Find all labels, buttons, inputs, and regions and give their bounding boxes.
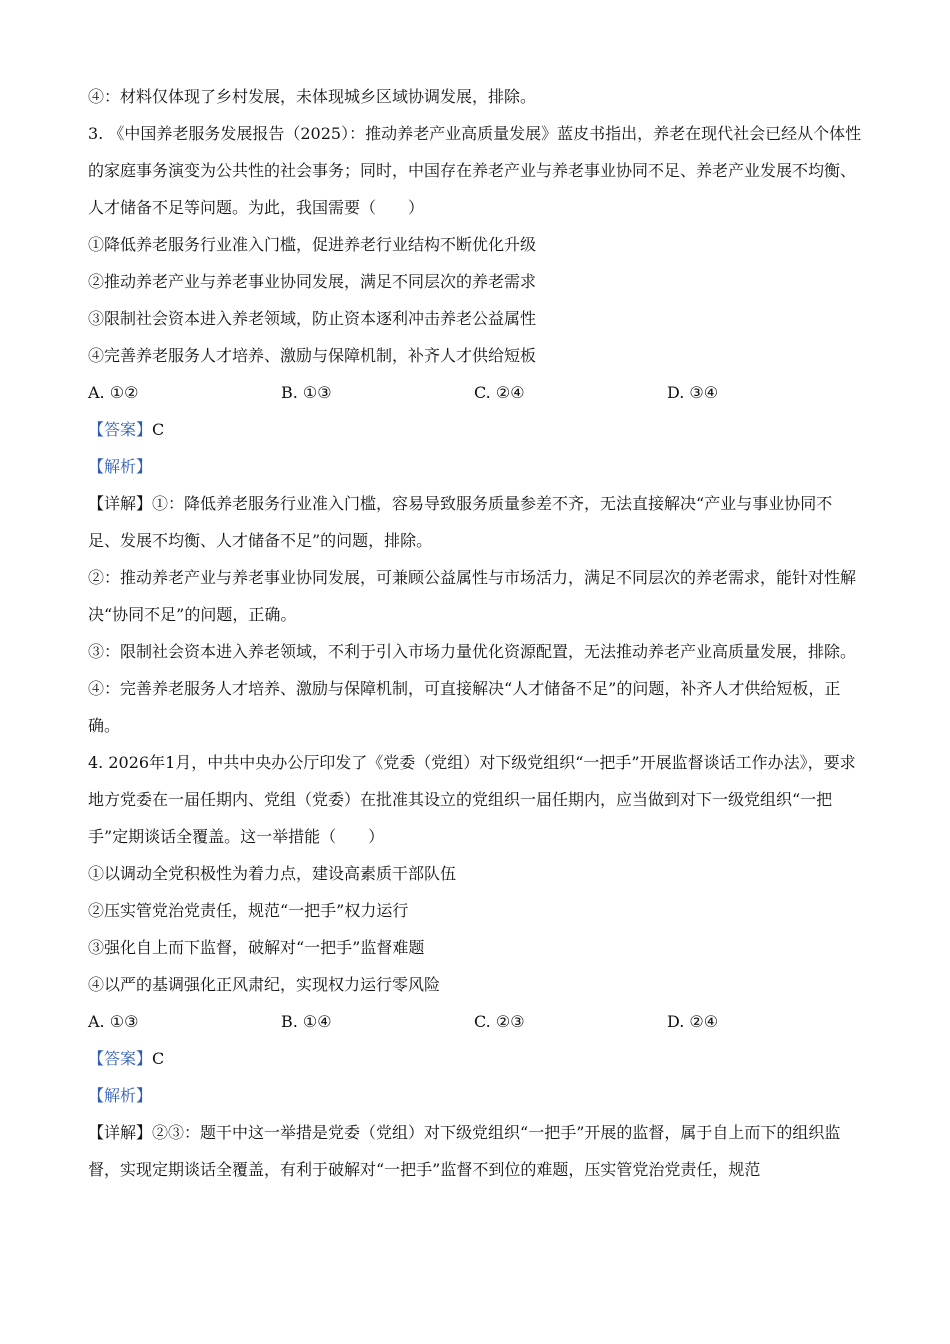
q4-answer-label: 【答案】 [88, 1049, 153, 1068]
q3-item-1: ①降低养老服务行业准入门槛，促进养老行业结构不断优化升级 [88, 235, 537, 254]
q4-answer [88, 1040, 862, 1077]
q3-detail-1: 【详解】①：降低养老服务行业准入门槛，容易导致服务质量参差不齐，无法直接解决“产业与事业协同不足、发展不均衡、人才储备不足”的问题，排除。 [88, 494, 833, 550]
q3-options [88, 374, 862, 411]
q4-option-a: A. ①③ [88, 1012, 139, 1031]
q3-item-3: ③限制社会资本进入养老领域，防止资本逐利冲击养老公益属性 [88, 309, 537, 328]
q4-stem: 4. 2026年1月，中共中央办公厅印发了《党委（党组）对下级党组织“一把手”开展监督谈话工作办法》，要求地方党委在一届任期内、党组（党委）在批准其设立的党组织一届任期内，应当做到对下一级党组织“一把手”定期谈话全覆盖。这一举措能（ ） [88, 753, 856, 846]
q3-item-4: ④完善养老服务人才培养、激励与保障机制，补齐人才供给短板 [88, 346, 537, 365]
q3-option-b: B. ①③ [281, 383, 332, 402]
q3-stem: 3. 《中国养老服务发展报告（2025）：推动养老产业高质量发展》蓝皮书指出，养老在现代社会已经从个体性的家庭事务演变为公共性的社会事务；同时，中国存在养老产业与养老事业协同不足、养老产业发展不均衡、人才储备不足等问题。为此，我国需要（ ） [88, 124, 862, 217]
q4-option-b: B. ①④ [281, 1012, 332, 1031]
q3-option-c: C. ②④ [474, 383, 525, 402]
q4-answer-value: C [152, 1049, 165, 1068]
q3-detail-4: ④：完善养老服务人才培养、激励与保障机制，可直接解决“人才储备不足”的问题，补齐人才供给短板，正确。 [88, 679, 841, 735]
q3-option-d: D. ③④ [667, 383, 719, 402]
q4-analysis-heading: 【解析】 [88, 1086, 153, 1105]
q4-item-2: ②压实管党治党责任，规范“一把手”权力运行 [88, 901, 409, 920]
q4-item-1: ①以调动全党积极性为着力点，建设高素质干部队伍 [88, 864, 457, 883]
q3-answer [88, 411, 862, 448]
q3-option-a: A. ①② [88, 383, 139, 402]
q2-analysis-tail: ④：材料仅体现了乡村发展，未体现城乡区域协调发展，排除。 [88, 87, 537, 106]
q4-detail: 【详解】②③：题干中这一举措是党委（党组）对下级党组织“一把手”开展的监督，属于自上而下的组织监督，实现定期谈话全覆盖，有利于破解对“一把手”监督不到位的难题，压实管党治党责任，规范 [88, 1123, 841, 1179]
q3-analysis-heading: 【解析】 [88, 457, 153, 476]
q4-item-4: ④以严的基调强化正风肃纪，实现权力运行零风险 [88, 975, 441, 994]
q4-detail-label: 【详解】 [88, 1123, 153, 1142]
q3-detail-3: ③：限制社会资本进入养老领域，不利于引入市场力量优化资源配置，无法推动养老产业高质量发展，排除。 [88, 642, 857, 661]
q3-detail-2: ②：推动养老产业与养老事业协同发展，可兼顾公益属性与市场活力，满足不同层次的养老需求，能针对性解决“协同不足”的问题，正确。 [88, 568, 857, 624]
q3-answer-label: 【答案】 [88, 420, 153, 439]
q4-options [88, 1003, 862, 1040]
q3-item-2: ②推动养老产业与养老事业协同发展，满足不同层次的养老需求 [88, 272, 537, 291]
q4-item-3: ③强化自上而下监督，破解对“一把手”监督难题 [88, 938, 425, 957]
q4-option-c: C. ②③ [474, 1012, 525, 1031]
q3-answer-value: C [152, 420, 165, 439]
q4-option-d: D. ②④ [667, 1012, 719, 1031]
q3-detail-label: 【详解】 [88, 494, 153, 513]
